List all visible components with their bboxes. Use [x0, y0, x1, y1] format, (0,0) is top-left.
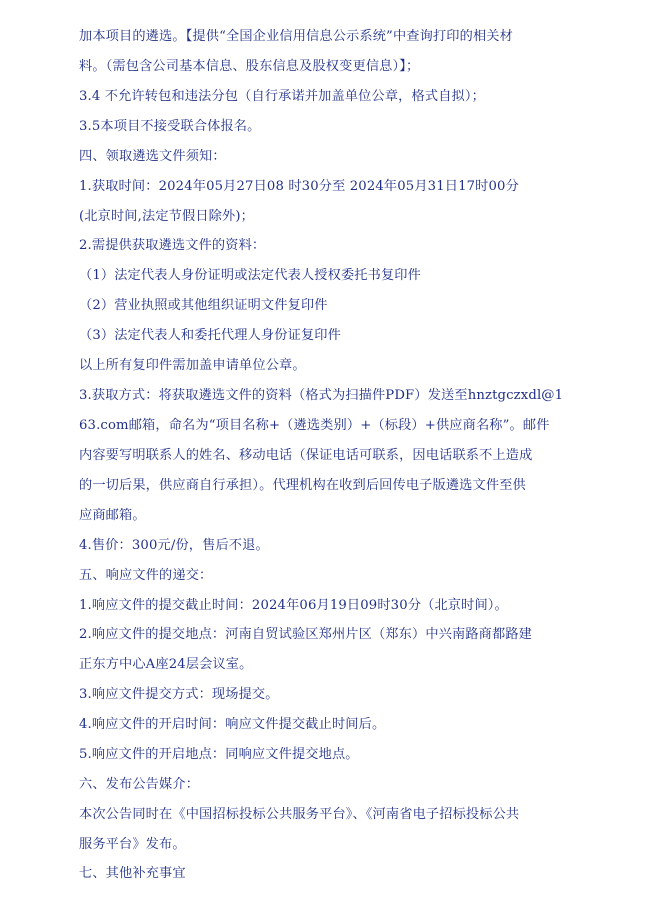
- text-line: 正东方中心A座24层会议室。: [79, 657, 253, 672]
- text-line: 应商邮箱。: [79, 508, 146, 523]
- list-item: （1）法定代表人身份证明或法定代表人授权委托书复印件: [79, 268, 421, 283]
- list-item: （3）法定代表人和委托代理人身份证复印件: [79, 328, 341, 343]
- text-line: 1.响应文件的提交截止时间：2024年06月19日09时30分（北京时间）。: [79, 598, 508, 613]
- section-heading: 七、其他补充事宜: [79, 866, 186, 881]
- text-line: 本次公告同时在《中国招标投标公共服务平台》、《河南省电子招标投标公共: [79, 807, 520, 822]
- text-line: 料。（需包含公司基本信息、股东信息及股权变更信息）】；: [79, 59, 420, 74]
- text-line: 加本项目的遴选。【提供“全国企业信用信息公示系统”中查询打印的相关材: [79, 29, 513, 44]
- section-heading: 四、领取遴选文件须知：: [79, 149, 226, 164]
- text-line: 1.获取时间：2024年05月27日08 时30分至 2024年05月31日17时00分: [79, 179, 519, 194]
- text-line: 2.响应文件的提交地点：河南自贸试验区郑州片区（郑东）中兴南路商都路建: [79, 627, 533, 642]
- text-line: 63.com邮箱，命名为“项目名称+（遴选类别）+（标段）+供应商名称”。邮件: [79, 418, 550, 433]
- text-line: 服务平台》发布。: [79, 837, 186, 852]
- text-line: 以上所有复印件需加盖申请单位公章。: [79, 358, 306, 373]
- text-line: 3.获取方式：将获取遴选文件的资料（格式为扫描件PDF）发送至hnztgczxdl@1: [79, 388, 564, 403]
- text-line: 3.4 不允许转包和违法分包（自行承诺并加盖单位公章，格式自拟）；: [79, 89, 485, 104]
- text-line: 5.响应文件的开启地点：同响应文件提交地点。: [79, 747, 359, 762]
- text-line: 内容要写明联系人的姓名、移动电话（保证电话可联系，因电话联系不上造成: [79, 448, 533, 463]
- list-item: （2）营业执照或其他组织证明文件复印件: [79, 298, 328, 313]
- text-line: (北京时间,法定节假日除外)；: [79, 209, 254, 224]
- section-heading: 五、响应文件的递交：: [79, 568, 213, 583]
- section-heading: 六、发布公告媒介：: [79, 777, 200, 792]
- text-line: 3.响应文件提交方式：现场提交。: [79, 687, 279, 702]
- text-line: 的一切后果，供应商自行承担）。代理机构在收到后回传电子版遴选文件至供: [79, 478, 526, 493]
- text-line: 3.5本项目不接受联合体报名。: [79, 119, 261, 134]
- text-line: 2.需提供获取遴选文件的资料：: [79, 238, 266, 253]
- text-line: 4.响应文件的开启时间：响应文件提交截止时间后。: [79, 717, 386, 732]
- text-line: 4.售价：300元/份，售后不退。: [79, 538, 269, 553]
